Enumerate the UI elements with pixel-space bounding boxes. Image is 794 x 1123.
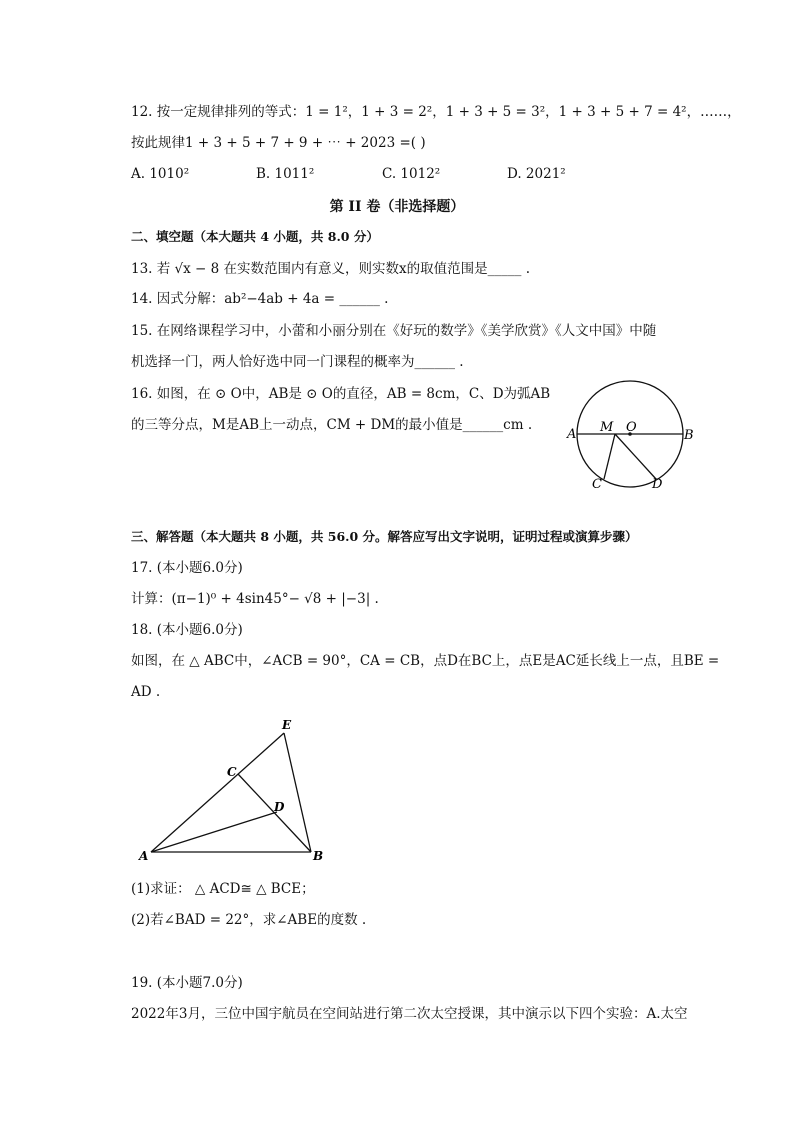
q12-option-d: D. 2021²: [507, 166, 566, 182]
q16-line2: 的三等分点，M是AB上一动点，CM + DM的最小值是______cm .: [131, 417, 533, 433]
section2-header: 二、填空题（本大题共 4 小题，共 8.0 分）: [131, 229, 379, 244]
q18-body1: 如图，在 △ ABC中，∠ACB = 90°，CA = CB，点D在BC上，点E是AC延长线上一点，且BE =: [131, 653, 720, 669]
label-o: O: [626, 420, 637, 435]
segment-md: [615, 434, 656, 479]
q12-option-c: C. 1012²: [382, 166, 441, 182]
label-b2: B: [313, 849, 324, 863]
label-e: E: [282, 718, 292, 732]
label-b: B: [684, 428, 694, 443]
part2-title: 第 II 卷（非选择题）: [329, 199, 465, 215]
q18-sub2: (2)若∠BAD = 22°，求∠ABE的度数 .: [131, 912, 367, 928]
q17-head: 17. (本小题6.0分): [131, 560, 243, 576]
label-c2: C: [227, 765, 237, 779]
q16-line1: 16. 如图，在 ⊙ O中，AB是 ⊙ O的直径，AB = 8cm，C、D为弧AB: [131, 386, 551, 402]
q18-sub1: (1)求证： △ ACD≅ △ BCE；: [131, 881, 315, 897]
q14-text: 14. 因式分解：ab²−4ab + 4a = ______ .: [131, 291, 389, 307]
q12-line1: 12. 按一定规律排列的等式：1 = 1²，1 + 3 = 2²，1 + 3 + 5 = 3²，1 + 3 + 5 + 7 = 4²，……，: [131, 104, 741, 120]
segment-mc: [604, 434, 615, 479]
q19-head: 19. (本小题7.0分): [131, 975, 243, 991]
label-m: M: [600, 420, 614, 435]
label-a: A: [567, 427, 577, 442]
q12-option-a: A. 1010²: [131, 166, 190, 182]
label-d: D: [652, 477, 663, 492]
q18-head: 18. (本小题6.0分): [131, 622, 243, 638]
triangle-figure: [133, 718, 333, 868]
q18-body2: AD .: [131, 684, 161, 700]
section3-header: 三、解答题（本大题共 8 小题，共 56.0 分。解答应写出文字说明，证明过程或演算步骤）: [131, 529, 638, 544]
q12-line2: 按此规律1 + 3 + 5 + 7 + 9 + ⋯ + 2023 =( ): [131, 135, 426, 151]
q15-line1: 15. 在网络课程学习中，小蕾和小丽分别在《好玩的数学》《美学欣赏》《人文中国》中随: [131, 323, 657, 339]
label-a2: A: [139, 849, 149, 863]
segment-ae: [151, 733, 284, 852]
q19-body: 2022年3月，三位中国宇航员在空间站进行第二次太空授课，其中演示以下四个实验：A.太空: [131, 1006, 688, 1022]
q12-option-b: B. 1011²: [256, 166, 315, 182]
circle-figure: [560, 372, 710, 502]
label-d2: D: [274, 800, 285, 814]
segment-ad: [151, 812, 277, 852]
q13-text: 13. 若 √x − 8 在实数范围内有意义，则实数x的取值范围是_____ .: [131, 261, 530, 277]
q17-body: 计算：(π−1)⁰ + 4sin45°− √8 + |−3| .: [131, 591, 379, 607]
q15-line2: 机选择一门，两人恰好选中同一门课程的概率为______ .: [131, 354, 464, 370]
label-c: C: [592, 477, 602, 492]
segment-eb: [284, 733, 311, 852]
